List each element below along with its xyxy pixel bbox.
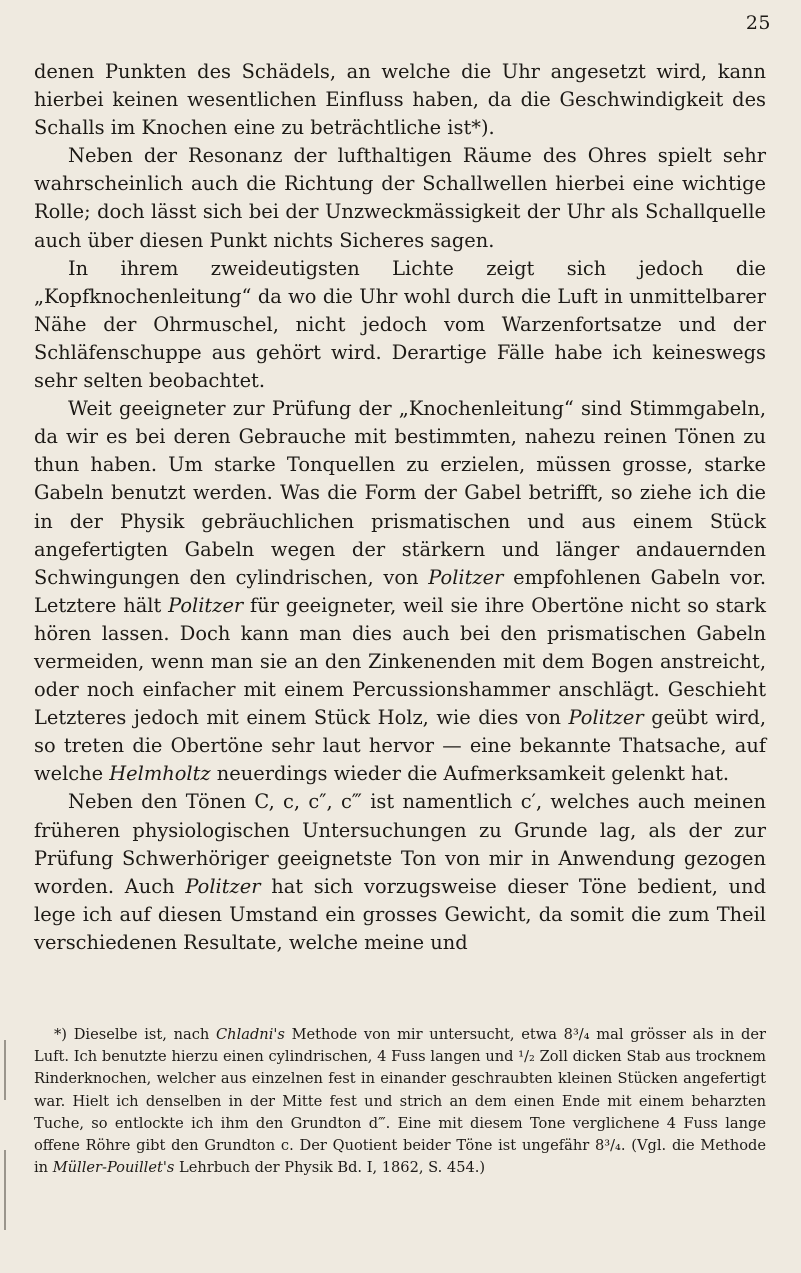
text-run: Methode von mir untersucht, etwa 8³/₄ mal grösser als in der Luft. Ich benutzte hierzu einen cylindrischen, 4 Fuss langen und ¹/₂ Zoll dicken Stab aus trocknem Rinderknochen, welcher aus einzelnen fest in einander geschraubten kleinen Stücken angefertigt war. Hielt ich denselben in der Mitte fest und strich an dem einen Ende mit einem beharzten Tuche, so entlockte ich ihm den Grundton d‴. Eine mit diesem Tone verglichene 4 Fuss lange offene Röhre gibt den Grundton c. Der Quotient beider Töne ist ungefähr 8³/₄. (Vgl. die Methode in	[34, 1026, 766, 1177]
main-text	[34, 58, 766, 957]
text-run: *) Dieselbe ist, nach	[54, 1026, 217, 1043]
text-run: In ihrem zweideutigsten Lichte zeigt sich jedoch die „Kopfknochenleitung“ da wo die Uhr wohl durch die Luft in unmittelbarer Nähe der Ohrmuschel, nicht jedoch vom Warzenfortsatze und der Schläfenschuppe aus gehört wird. Derartige Fälle habe ich keineswegs sehr selten beobachtet.	[34, 256, 766, 393]
paragraph	[34, 58, 766, 142]
text-run: hat sich vorzugsweise dieser Töne bedient, und lege ich auf diesen Umstand ein grosses Gewicht, da somit die zum Theil verschiedenen Resultate, welche meine und	[34, 874, 767, 954]
text-run: denen Punkten des Schädels, an welche die Uhr angesetzt wird, kann hierbei keinen wesentlichen Einfluss haben, da die Geschwindigkeit des Schalls im Knochen eine zu beträchtliche ist*).	[34, 60, 766, 140]
italic-text-run: Chladni's	[216, 1026, 285, 1043]
italic-text-run: Politzer	[168, 593, 244, 617]
italic-text-run: Helmholtz	[109, 762, 211, 786]
text-run: empfohlenen Gabeln vor. Letztere hält	[34, 565, 766, 617]
italic-text-run: Müller-Pouillet's	[52, 1159, 175, 1177]
paragraph	[34, 788, 766, 957]
italic-text-run: Politzer	[428, 565, 504, 589]
footnote	[34, 1024, 766, 1179]
text-run: Neben der Resonanz der lufthaltigen Räume des Ohres spielt sehr wahrscheinlich auch die Richtung der Schallwellen hierbei eine wichtige Rolle; doch lässt sich bei der Unzweckmässigkeit der Uhr als Schallquelle auch über diesen Punkt nichts Sicheres sagen.	[34, 144, 766, 252]
text-run: Weit geeigneter zur Prüfung der „Knochenleitung“ sind Stimmgabeln, da wir es bei deren Gebrauche mit bestimmten, nahezu reinen Tönen zu thun haben. Um starke Tonquellen zu erzielen, müssen grosse, starke Gabeln benutzt werden. Was die Form der Gabel betrifft, so ziehe ich die in der Physik gebräuchlichen prismatischen und aus einem Stück angefertigten Gabeln wegen der stärkern und länger andauernden Schwingungen den cylindrischen, von	[34, 397, 766, 589]
text-run: für geeigneter, weil sie ihre Obertöne nicht so stark hören lassen. Doch kann man dies auch bei den prismatischen Gabeln vermeiden, wenn man sie an den Zinkenenden mit dem Bogen anstreicht, oder noch einfacher mit einem Percussionshammer anschlägt. Geschieht Letzteres jedoch mit einem Stück Holz, wie dies von	[34, 593, 766, 730]
page-number: 25	[745, 12, 771, 34]
footnote-paragraph	[34, 1024, 766, 1179]
text-run: neuerdings wieder die Aufmerksamkeit gelenkt hat.	[210, 762, 730, 786]
text-run: Lehrbuch der Physik Bd. I, 1862, S. 454.)	[174, 1159, 486, 1177]
italic-text-run: Politzer	[185, 874, 261, 898]
text-run: geübt wird, so treten die Obertöne sehr laut hervor — eine bekannte Thatsache, auf welche	[34, 706, 766, 786]
paragraph	[34, 255, 766, 395]
text-run: Neben den Tönen C, c, c″, c‴ ist namentlich c′, welches auch meinen früheren physiologischen Untersuchungen zu Grunde lag, als der zur Prüfung Schwerhöriger geeignetste Ton von mir in Anwendung gezogen worden. Auch	[34, 790, 766, 898]
margin-rule	[4, 1150, 6, 1230]
margin-rule	[4, 1040, 6, 1100]
paragraph	[34, 395, 766, 788]
italic-text-run: Politzer	[568, 706, 644, 730]
paragraph	[34, 142, 766, 254]
